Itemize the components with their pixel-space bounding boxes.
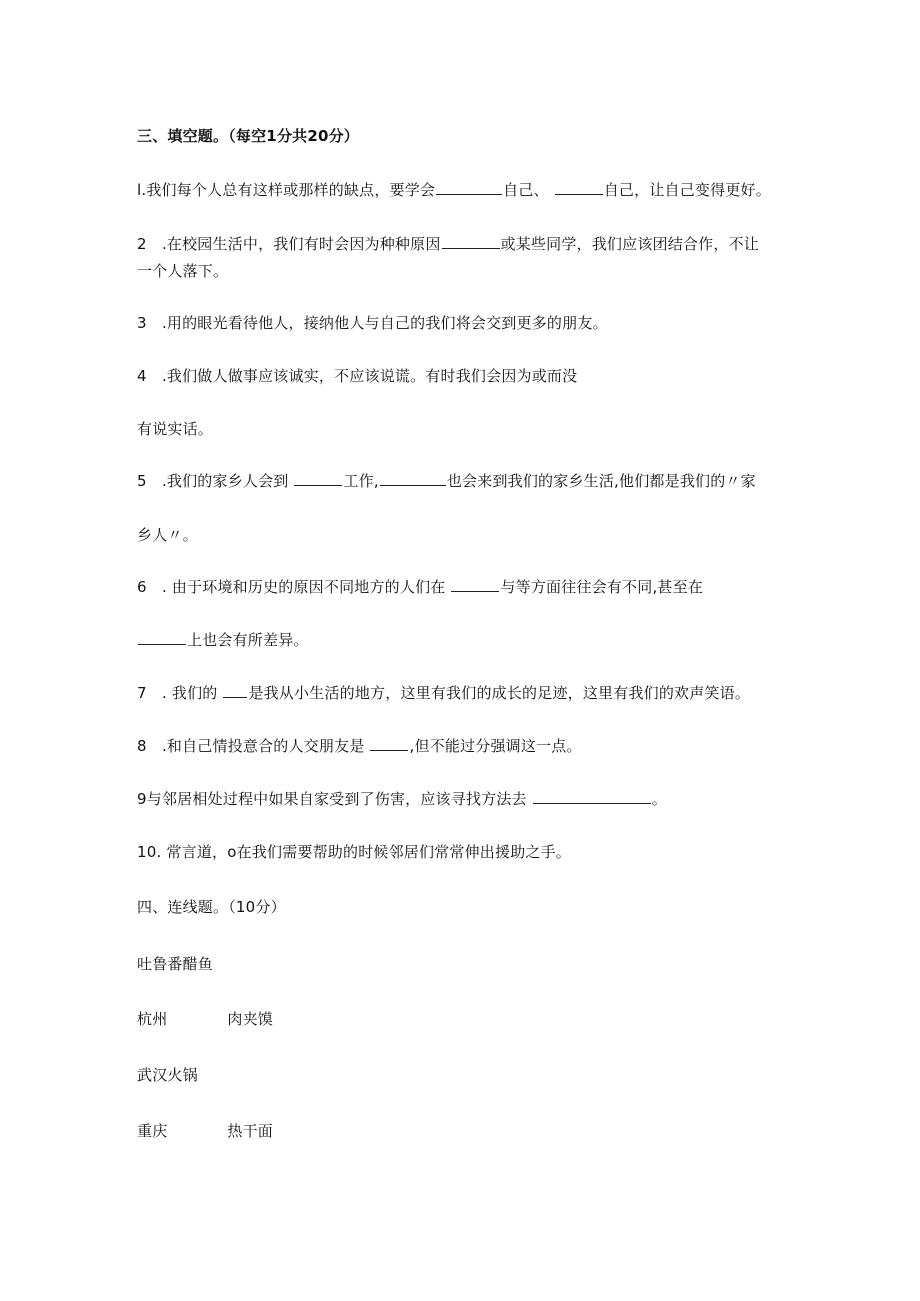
question-7-text-a: 7 . 我们的: [137, 684, 218, 702]
question-6-blank-2[interactable]: [138, 630, 186, 645]
question-8-text-b: ,但不能过分强调这一点。: [409, 737, 582, 755]
question-6-line-2: [137, 630, 309, 650]
question-8-text-a: 8 .和自己情投意合的人交朋友是: [137, 737, 365, 755]
question-2-blank-1[interactable]: [442, 234, 500, 249]
question-6-text-a: 6 . 由于环境和历史的原因不同地方的人们在: [137, 578, 446, 596]
question-7: [137, 683, 750, 703]
question-8-blank-1[interactable]: [370, 736, 408, 751]
question-7-blank-1[interactable]: [223, 683, 247, 698]
match-left-item-1: 吐鲁番醋鱼: [137, 955, 214, 973]
question-2-text-a: 2 .在校园生活中，我们有时会因为种种原因: [137, 235, 441, 253]
match-left-item-3: 武汉火锅: [137, 1066, 198, 1084]
question-4: 4 .我们做人做事应该诚实，不应该说谎。有时我们会因为或而没: [137, 367, 578, 385]
match-row-2: [137, 1009, 273, 1029]
question-6-text-b: 与等方面往往会有不同,甚至在: [500, 578, 704, 596]
question-5-text-c: 也会来到我们的家乡生活,他们都是我们的〃家: [446, 472, 756, 490]
match-row-4: [137, 1121, 273, 1141]
question-5-blank-2[interactable]: [380, 471, 446, 486]
question-10: 10. 常言道，o在我们需要帮助的时候邻居们常常伸出援助之手。: [137, 843, 572, 861]
question-6-blank-1[interactable]: [451, 577, 499, 592]
question-7-text-b: 是我从小生活的地方，这里有我们的成长的足迹，这里有我们的欢声笑语。: [248, 684, 751, 702]
question-9-text-b: 。: [651, 790, 667, 808]
question-8: [137, 736, 582, 756]
question-5-text-b: 工作,: [343, 472, 379, 490]
question-5-line-2: 乡人〃。: [137, 526, 198, 544]
question-9-text-a: 9与邻居相处过程中如果自家受到了伤害，应该寻找方法去: [137, 790, 527, 808]
question-1-text-c: 自己，让自己变得更好。: [603, 181, 771, 199]
section3-heading: 三、填空题。（每空1分共20分）: [137, 127, 360, 145]
question-1: [137, 180, 771, 200]
question-3: 3 .用的眼光看待他人，接纳他人与自己的我们将会交到更多的朋友。: [137, 314, 608, 332]
question-5-text-a: 5 .我们的家乡人会到: [137, 472, 289, 490]
question-5: [137, 471, 756, 491]
question-5-blank-1[interactable]: [294, 471, 342, 486]
question-1-text-a: l.我们每个人总有这样或那样的缺点，要学会: [137, 181, 436, 199]
question-9-blank-1[interactable]: [533, 789, 651, 804]
match-right-item-2: 热干面: [227, 1122, 274, 1140]
question-2-line-2: 一个人落下。: [137, 262, 229, 280]
section4-heading: 四、连线题。（10分）: [137, 898, 286, 916]
match-left-item-4: 重庆: [137, 1122, 168, 1140]
question-2-text-b: 或某些同学，我们应该团结合作，不让: [500, 235, 759, 253]
question-9: [137, 789, 667, 809]
question-1-blank-1[interactable]: [436, 180, 502, 195]
question-4-line-2: 有说实话。: [137, 420, 214, 438]
question-6-text-c: 上也会有所差异。: [187, 631, 309, 649]
question-2: [137, 234, 759, 254]
match-right-item-1: 肉夹馍: [227, 1010, 274, 1028]
match-left-item-2: 杭州: [137, 1010, 168, 1028]
question-1-blank-2[interactable]: [555, 180, 603, 195]
question-1-text-b: 自己、: [503, 181, 549, 199]
question-6: [137, 577, 703, 597]
